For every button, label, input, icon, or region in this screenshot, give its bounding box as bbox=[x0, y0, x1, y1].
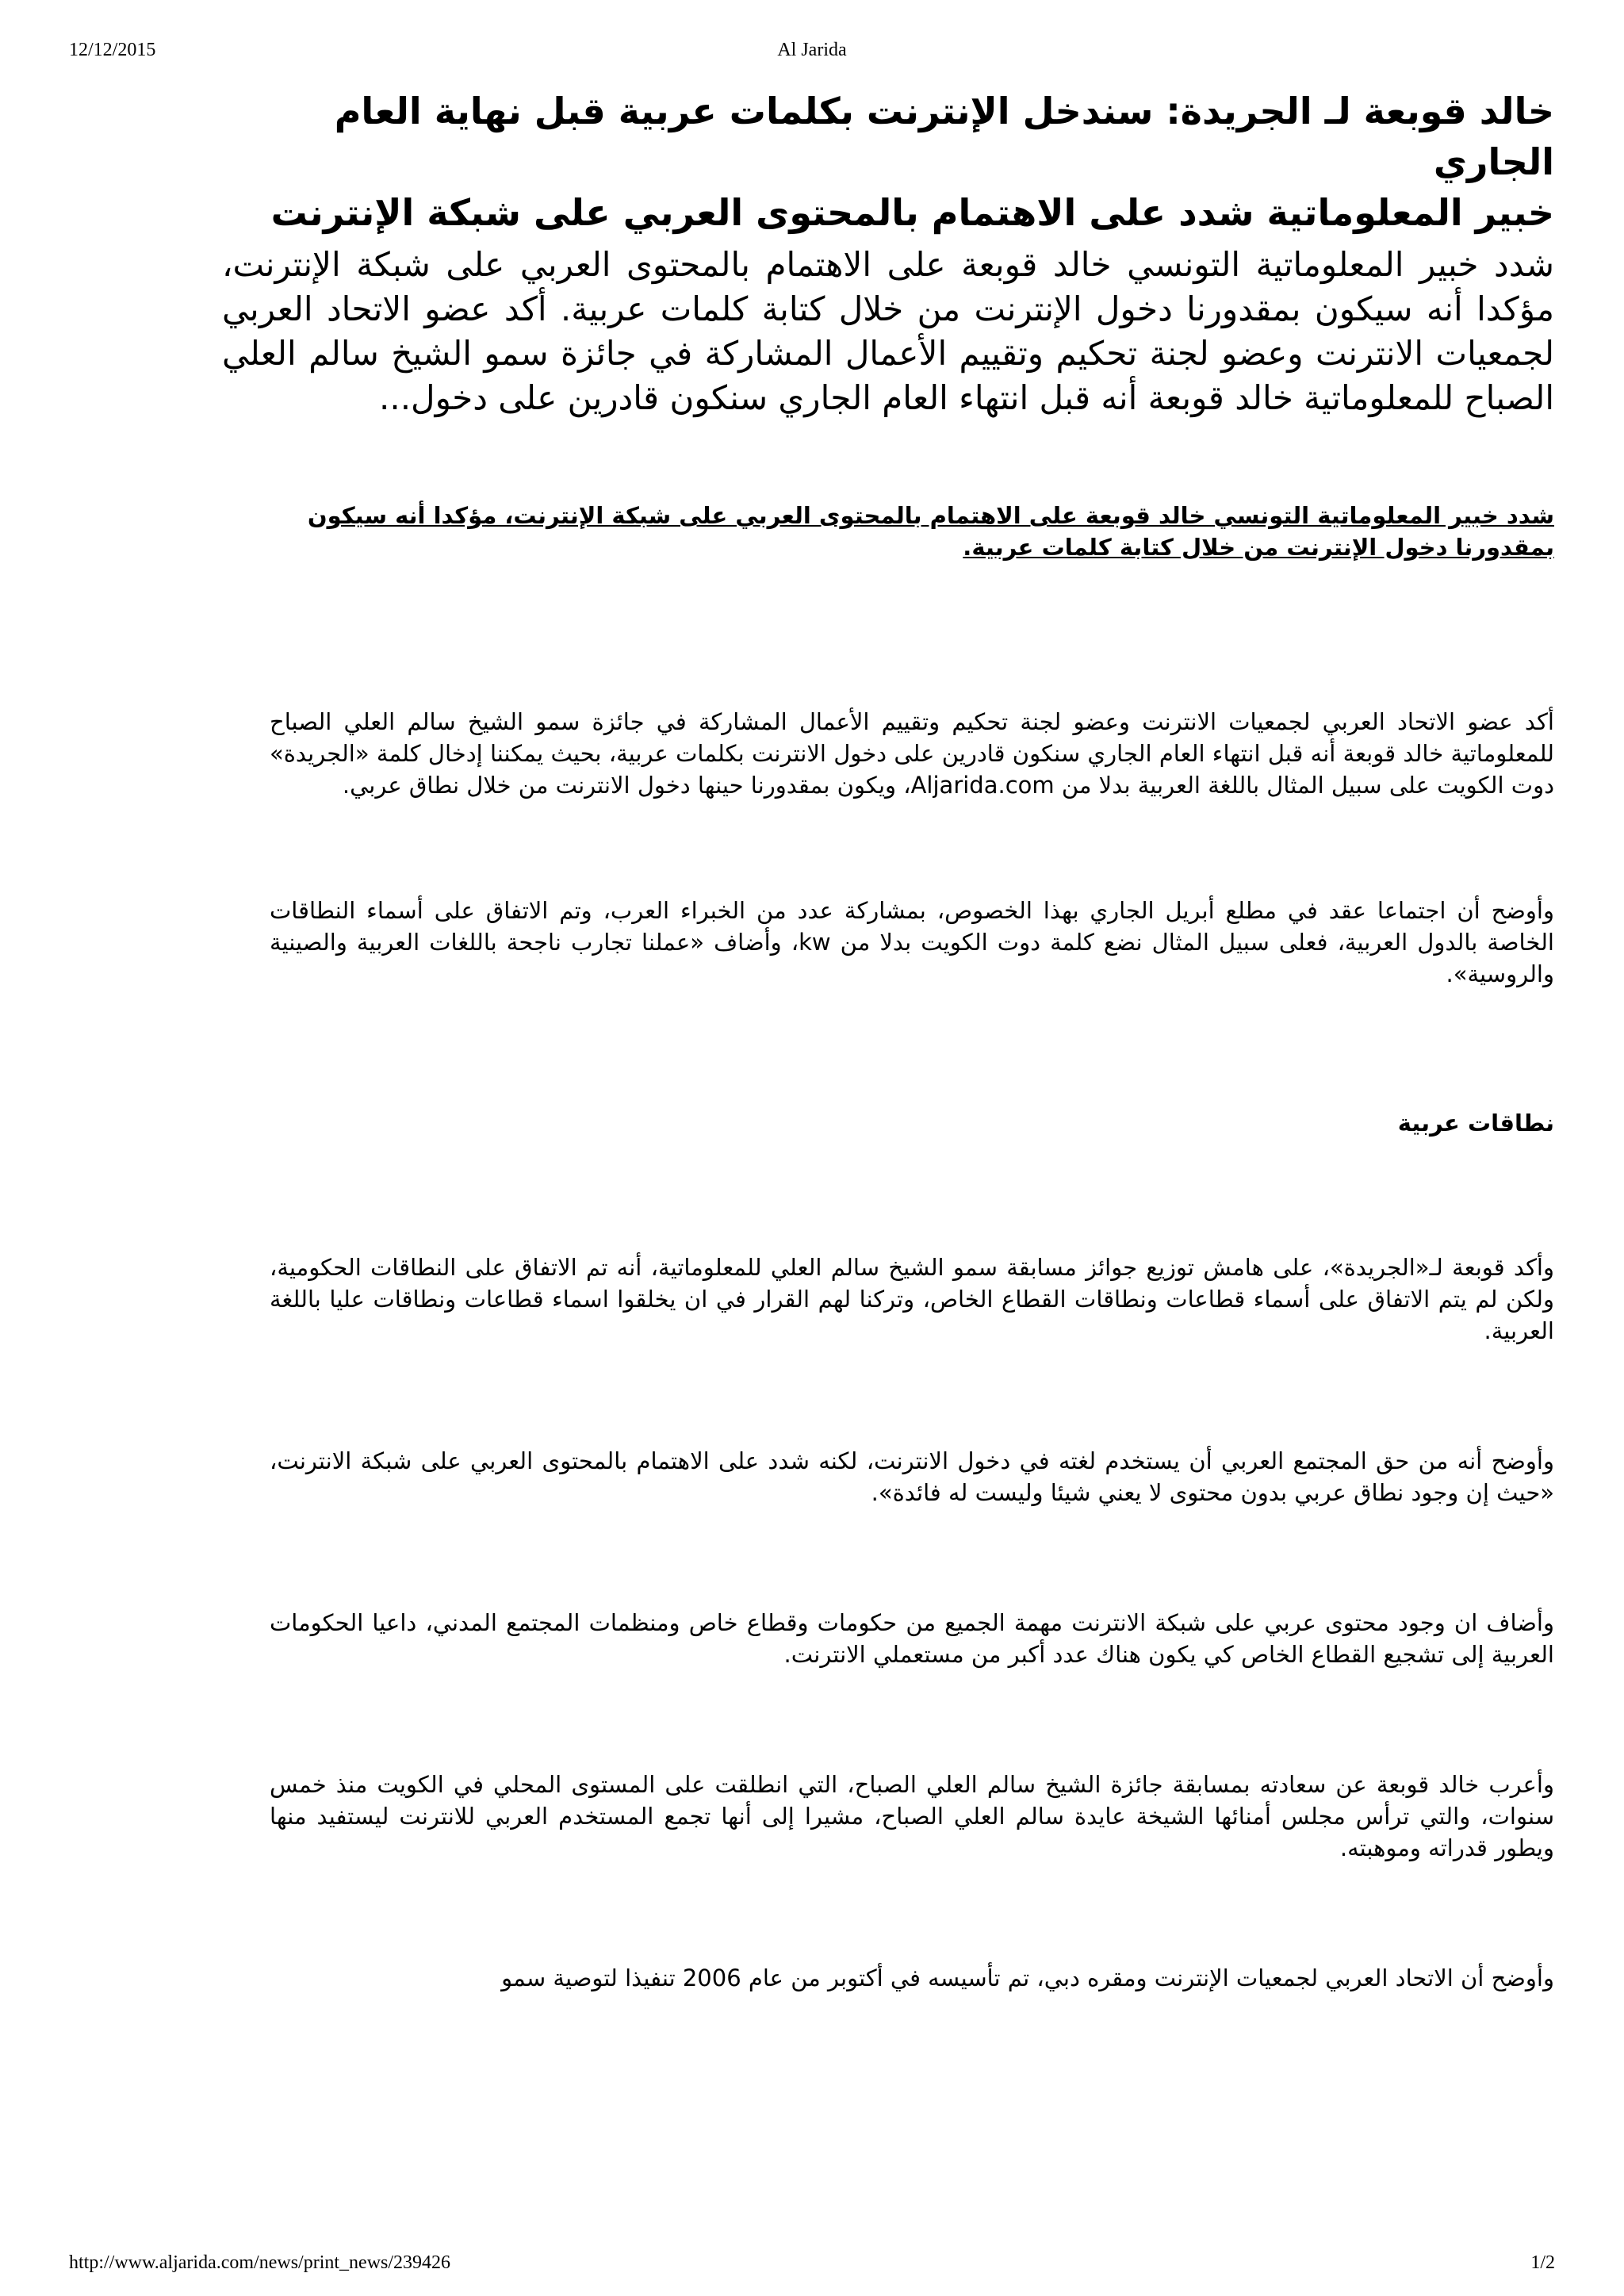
body-paragraph: وأعرب خالد قوبعة عن سعادته بمسابقة جائزة الشيخ سالم العلي الصباح، التي انطلقت على المستوى المحلي في الكويت منذ خمس سنوات، والتي ترأس مجلس أمنائها الشيخة عايدة سالم العلي الصباح، مشيرا إلى أنها تجمع المستخدم العربي للانترنت ليستفيد منها ويطور قدراته وموهبته. bbox=[270, 1771, 1554, 1861]
body-paragraph: وأوضح أن اجتماعا عقد في مطلع أبريل الجاري بهذا الخصوص، بمشاركة عدد من الخبراء العرب، وتم الاتفاق على أسماء النطاقات الخاصة بالدول العربية، فعلى سبيل المثال نضع كلمة دوت الكويت بدلا من kw، وأضاف «عملنا تجارب ناجحة باللغات العربية والصينية والروسية». bbox=[270, 897, 1554, 987]
body-paragraph: أكد عضو الاتحاد العربي لجمعيات الانترنت وعضو لجنة تحكيم وتقييم الأعمال المشاركة في جائزة سمو الشيخ سالم العلي الصباح للمعلوماتية خالد قوبعة أنه قبل انتهاء العام الجاري سنكون قادرين على دخول الانترنت بكلمات عربية، بحيث يمكننا إدخال كلمة «الجريدة» دوت الكويت على سبيل المثال باللغة العربية بدلا من Aljarida.com، ويكون بمقدورنا حينها دخول الانترنت من خلال نطاق عربي. bbox=[270, 708, 1554, 799]
article bbox=[222, 86, 1554, 1994]
print-url: http://www.aljarida.com/news/print_news/239426 bbox=[69, 2252, 451, 2273]
body-paragraph: وأوضح أن الاتحاد العربي لجمعيات الإنترنت ومقره دبي، تم تأسيسه في أكتوبر من عام 2006 تنفيذا لتوصية سمو bbox=[501, 1964, 1554, 1991]
headline bbox=[222, 86, 1554, 238]
page-number: 1/2 bbox=[1530, 2252, 1555, 2273]
body-paragraph: وأضاف ان وجود محتوى عربي على شبكة الانترنت مهمة الجميع من حكومات وقطاع خاص ومنظمات المجتمع المدني، داعيا الحكومات العربية إلى تشجيع القطاع الخاص كي يكون هناك عدد أكبر من مستعملي الانترنت. bbox=[270, 1609, 1554, 1668]
body-paragraph: وأوضح أنه من حق المجتمع العربي أن يستخدم لغته في دخول الانترنت، لكنه شدد على الاهتمام بالمحتوى العربي على شبكة الانترنت، «حيث إن وجود نطاق عربي بدون محتوى لا يعني شيئا وليست له فائدة». bbox=[270, 1447, 1554, 1506]
section-subheading: نطاقات عربية bbox=[1397, 1110, 1554, 1137]
body-paragraph: وأكد قوبعة لـ«الجريدة»، على هامش توزيع جوائز مسابقة سمو الشيخ سالم العلي للمعلوماتية، أنه تم الاتفاق على النطاقات الحكومية، ولكن لم يتم الاتفاق على أسماء قطاعات ونطاقات القطاع الخاص، وتركنا لهم القرار في ان يخلقوا اسماء قطاعات ونطاقات عليا باللغة العربية. bbox=[270, 1254, 1554, 1344]
headline-line-1: خالد قوبعة لـ الجريدة: سندخل الإنترنت بكلمات عربية قبل نهاية العام الجاري bbox=[334, 90, 1554, 183]
print-header bbox=[0, 40, 1624, 71]
article-body bbox=[270, 500, 1554, 1994]
print-site-title: Al Jarida bbox=[777, 40, 847, 60]
print-date: 12/12/2015 bbox=[69, 40, 156, 60]
article-strapline: شدد خبير المعلوماتية التونسي خالد قوبعة على الاهتمام بالمحتوى العربي على شبكة الإنترنت، مؤكدا أنه سيكون بمقدورنا دخول الإنترنت من خلال كتابة كلمات عربية. bbox=[307, 502, 1554, 561]
print-footer bbox=[0, 2252, 1624, 2284]
article-lead: شدد خبير المعلوماتية التونسي خالد قوبعة على الاهتمام بالمحتوى العربي على شبكة الإنترنت، مؤكدا أنه سيكون بمقدورنا دخول الإنترنت من خلال كتابة كلمات عربية. أكد عضو الاتحاد العربي لجمعيات الانترنت وعضو لجنة تحكيم وتقييم الأعمال المشاركة في جائزة سمو الشيخ سالم العلي الصباح للمعلوماتية خالد قوبعة أنه قبل انتهاء العام الجاري سنكون قادرين على دخول... bbox=[222, 245, 1554, 417]
headline-line-2: خبير المعلوماتية شدد على الاهتمام بالمحتوى العربي على شبكة الإنترنت bbox=[270, 191, 1554, 234]
